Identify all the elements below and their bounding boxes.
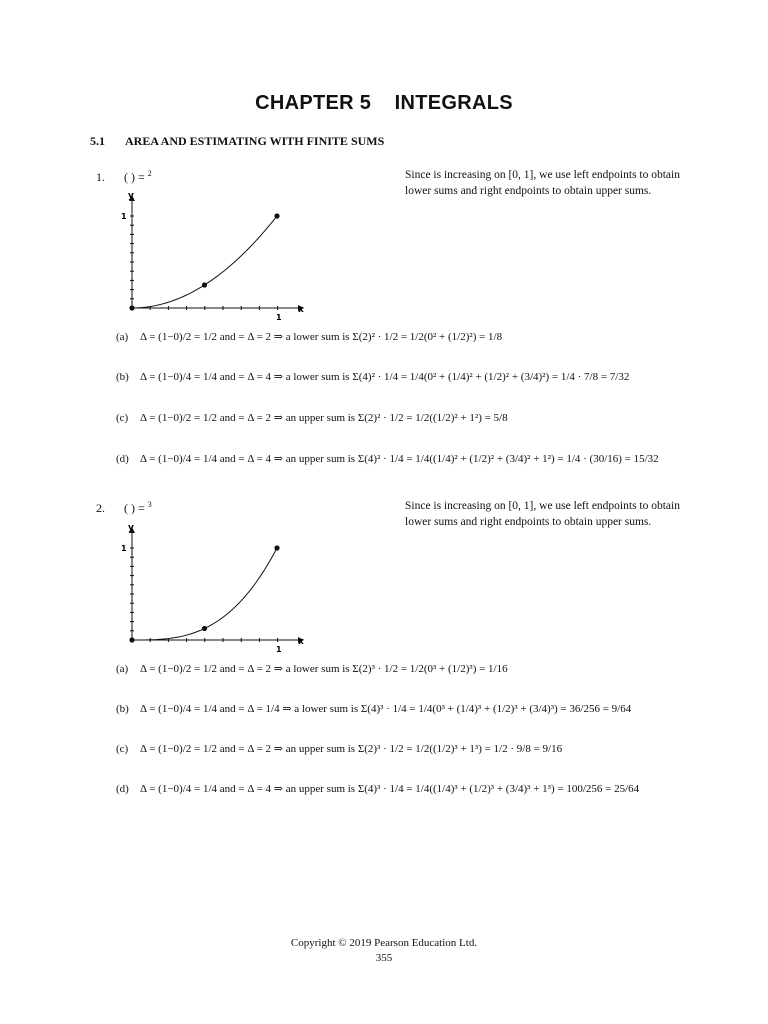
curve-points	[129, 213, 279, 310]
y-tick-label: 1	[121, 212, 127, 221]
section-number: 5.1	[90, 134, 105, 148]
problem-number: 1.	[96, 170, 105, 184]
y-tick-label: 1	[121, 544, 127, 553]
function-definition: ( ) = $^2$	[124, 169, 152, 184]
curve-points	[129, 545, 279, 642]
page-number: 355	[375, 952, 393, 964]
solution-part-a: (a) Δ = (1−0)/2 = 1/2 and = Δ = 2 ⇒ a lower sum is Σ(2)³ · 1/2 = 1/2(0³ + (1/2)³) = 1/16	[116, 663, 508, 675]
curve-point	[274, 213, 279, 218]
curve-point	[202, 626, 207, 631]
solution-part-d: (d) Δ = (1−0)/4 = 1/4 and = Δ = 4 ⇒ an upper sum is Σ(4)³ · 1/4 = 1/4((1/4)³ + (1/2)³ + (3/4)³ + 1³) = 100/256 = 25/64	[116, 783, 640, 795]
problem-number: 2.	[96, 501, 105, 515]
function-curve	[132, 216, 277, 308]
problem-note: Since is increasing on [0, 1], we use left endpoints to obtain lower sums and right endpoints to obtain upper sums.	[405, 169, 680, 197]
solution-part-a: (a) Δ = (1−0)/2 = 1/2 and = Δ = 2 ⇒ a lower sum is Σ(2)² · 1/2 = 1/2(0² + (1/2)²) = 1/8	[116, 331, 503, 343]
curve-point	[129, 637, 134, 642]
copyright-notice: Copyright © 2019 Pearson Education Ltd.	[290, 937, 478, 949]
solution-part-b: (b) Δ = (1−0)/4 = 1/4 and = Δ = 4 ⇒ a lower sum is Σ(4)² · 1/4 = 1/4(0² + (1/4)² + (1/2)² + (3/4)²) = 1/4 · 7/8 = 7/32	[116, 371, 630, 383]
x-tick-label: 1	[276, 313, 282, 322]
solution-part-c: (c) Δ = (1−0)/2 = 1/2 and = Δ = 2 ⇒ an upper sum is Σ(2)² · 1/2 = 1/2((1/2)² + 1²) = 5/8	[116, 412, 508, 424]
y-axis-label: y	[128, 523, 134, 533]
curve-point	[202, 282, 207, 287]
x-axis-label: x	[298, 305, 304, 315]
solution-part-c: (c) Δ = (1−0)/2 = 1/2 and = Δ = 2 ⇒ an upper sum is Σ(2)³ · 1/2 = 1/2((1/2)³ + 1³) = 1/2 · 9/8 = 9/16	[116, 743, 563, 755]
function-definition: ( ) = $^3$	[124, 500, 152, 515]
curve-point	[274, 545, 279, 550]
x-axis-label: x	[298, 637, 304, 647]
solution-part-d: (d) Δ = (1−0)/4 = 1/4 and = Δ = 4 ⇒ an upper sum is Σ(4)² · 1/4 = 1/4((1/4)² + (1/2)² + (3/4)² + 1²) = 1/4 · (30/16) = 15/32	[116, 453, 659, 465]
graph-axes	[121, 523, 304, 654]
curve-point	[129, 305, 134, 310]
y-axis-label: y	[128, 191, 134, 201]
section-title: AREA AND ESTIMATING WITH FINITE SUMS	[125, 134, 385, 148]
chapter-title: CHAPTER 5 INTEGRALS	[255, 92, 513, 114]
function-graph	[100, 185, 320, 325]
graph-axes	[121, 191, 304, 322]
x-tick-label: 1	[276, 645, 282, 654]
solution-part-b: (b) Δ = (1−0)/4 = 1/4 and = Δ = 1/4 ⇒ a lower sum is Σ(4)³ · 1/4 = 1/4(0³ + (1/4)³ + (1/2)³ + (3/4)³) = 36/256 = 9/64	[116, 703, 632, 715]
problem-note: Since is increasing on [0, 1], we use left endpoints to obtain lower sums and right endpoints to obtain upper sums.	[405, 500, 680, 528]
function-graph	[100, 517, 320, 657]
